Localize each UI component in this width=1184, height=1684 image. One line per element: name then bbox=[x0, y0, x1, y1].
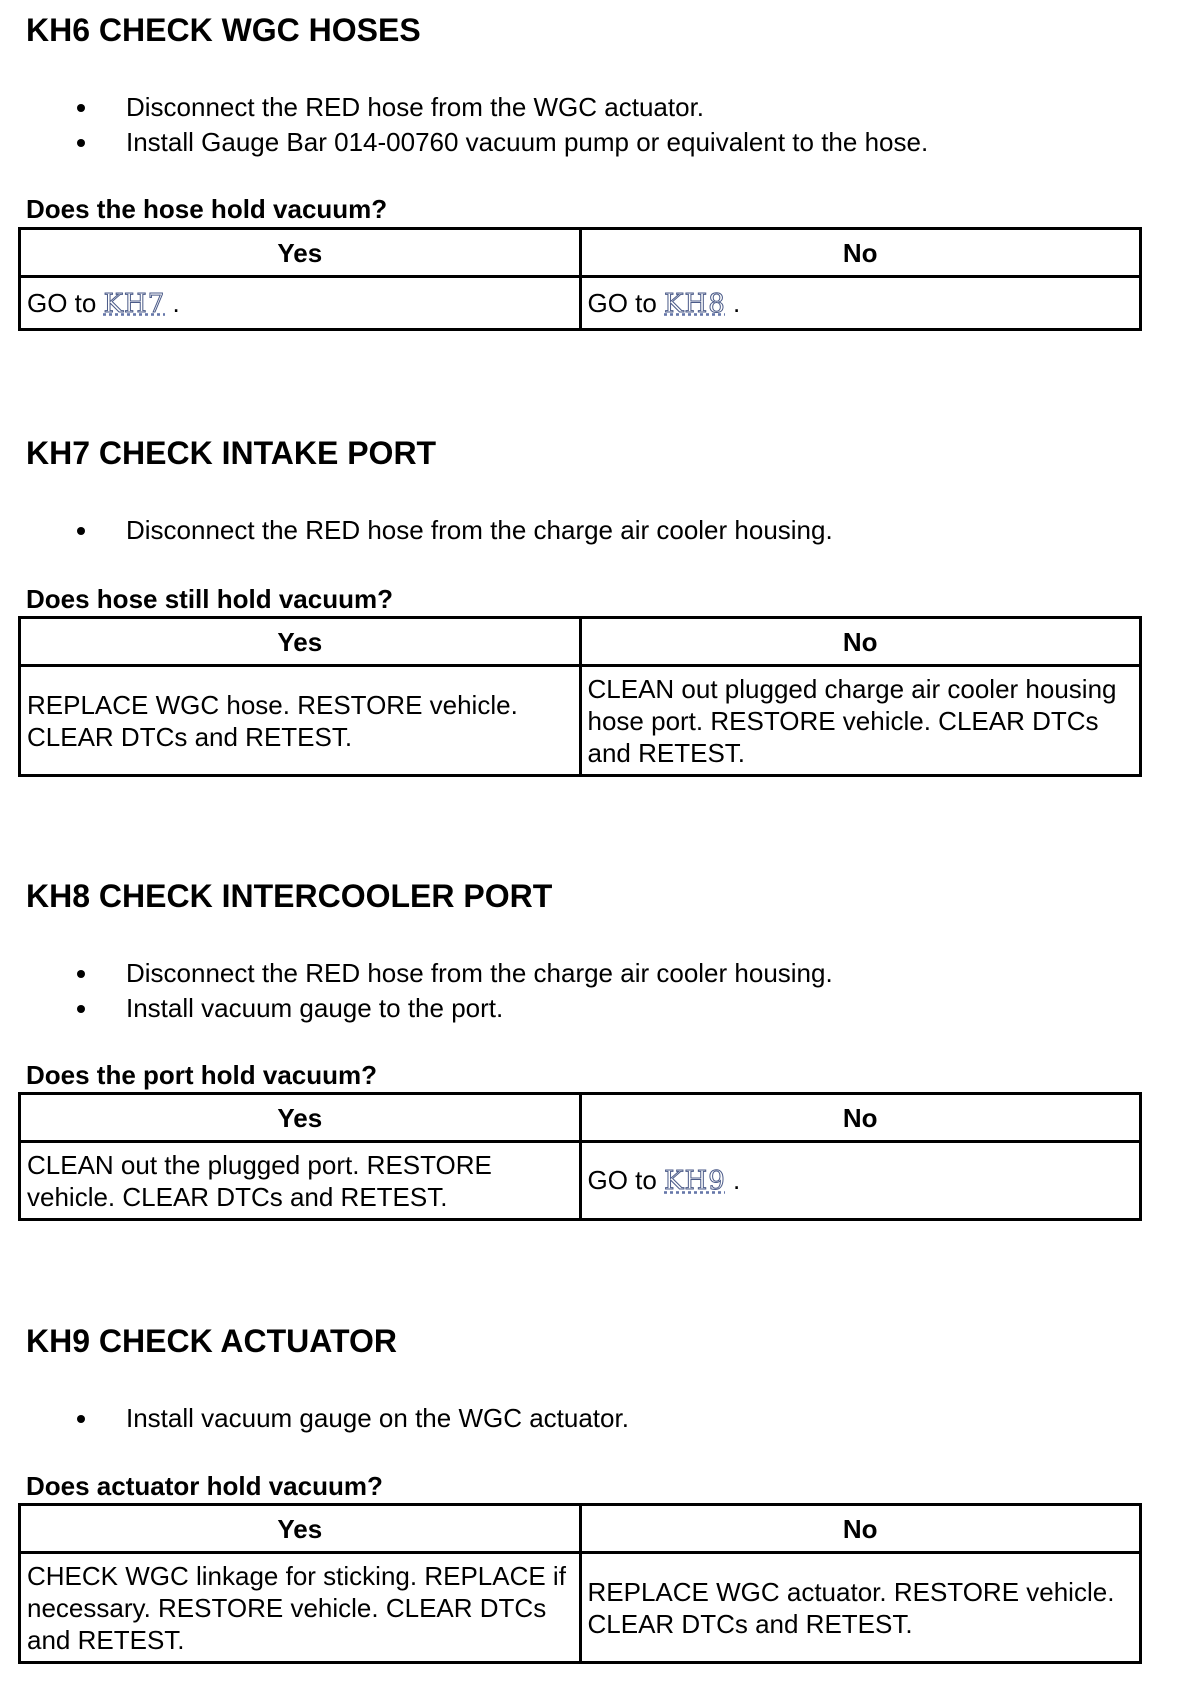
answer-table bbox=[18, 616, 1142, 777]
no-header: No bbox=[580, 229, 1141, 277]
no-header: No bbox=[580, 1505, 1141, 1553]
no-cell: CLEAN out plugged charge air cooler housing hose port. RESTORE vehicle. CLEAR DTCs and RETEST. bbox=[580, 666, 1141, 776]
no-cell: GO to KH9 . bbox=[580, 1142, 1141, 1220]
question: Does the hose hold vacuum? bbox=[26, 194, 388, 224]
bullet-icon bbox=[77, 104, 85, 112]
answer-table bbox=[18, 227, 1142, 331]
bullet-icon bbox=[77, 139, 85, 147]
yes-cell: CLEAN out the plugged port. RESTORE vehicle. CLEAR DTCs and RETEST. bbox=[20, 1142, 581, 1220]
bullet-icon bbox=[77, 1005, 85, 1013]
answer-table bbox=[18, 1092, 1142, 1221]
section-heading: KH8 CHECK INTERCOOLER PORT bbox=[26, 878, 553, 914]
yes-header: Yes bbox=[20, 229, 581, 277]
yes-header: Yes bbox=[20, 618, 581, 666]
yes-cell: REPLACE WGC hose. RESTORE vehicle. CLEAR DTCs and RETEST. bbox=[20, 666, 581, 776]
table-header-row bbox=[20, 618, 1141, 666]
no-cell: REPLACE WGC actuator. RESTORE vehicle. CLEAR DTCs and RETEST. bbox=[580, 1553, 1141, 1663]
section-heading: KH6 CHECK WGC HOSES bbox=[26, 12, 421, 48]
section-heading: KH7 CHECK INTAKE PORT bbox=[26, 435, 437, 471]
yes-header: Yes bbox=[20, 1505, 581, 1553]
table-row bbox=[20, 277, 1141, 330]
yes-cell: GO to KH7 . bbox=[20, 277, 581, 330]
no-cell: GO to KH8 . bbox=[580, 277, 1141, 330]
link-kh9[interactable]: KH9 bbox=[664, 1166, 726, 1196]
link-kh7[interactable]: KH7 bbox=[103, 288, 166, 319]
bullet-icon bbox=[77, 527, 85, 535]
no-header: No bbox=[580, 1094, 1141, 1142]
bullet-icon bbox=[77, 970, 85, 978]
table-row bbox=[20, 666, 1141, 776]
yes-cell: CHECK WGC linkage for sticking. REPLACE if necessary. RESTORE vehicle. CLEAR DTCs and RETEST. bbox=[20, 1553, 581, 1663]
bullet-icon bbox=[77, 1415, 85, 1423]
table-row bbox=[20, 1553, 1141, 1663]
yes-header: Yes bbox=[20, 1094, 581, 1142]
table-header-row bbox=[20, 1094, 1141, 1142]
no-header: No bbox=[580, 618, 1141, 666]
table-header-row bbox=[20, 1505, 1141, 1553]
section-heading: KH9 CHECK ACTUATOR bbox=[26, 1323, 397, 1359]
question: Does hose still hold vacuum? bbox=[26, 584, 393, 614]
question: Does actuator hold vacuum? bbox=[26, 1471, 383, 1501]
table-row bbox=[20, 1142, 1141, 1220]
table-header-row bbox=[20, 229, 1141, 277]
answer-table bbox=[18, 1503, 1142, 1664]
link-kh8[interactable]: KH8 bbox=[664, 288, 726, 319]
question: Does the port hold vacuum? bbox=[26, 1060, 378, 1090]
